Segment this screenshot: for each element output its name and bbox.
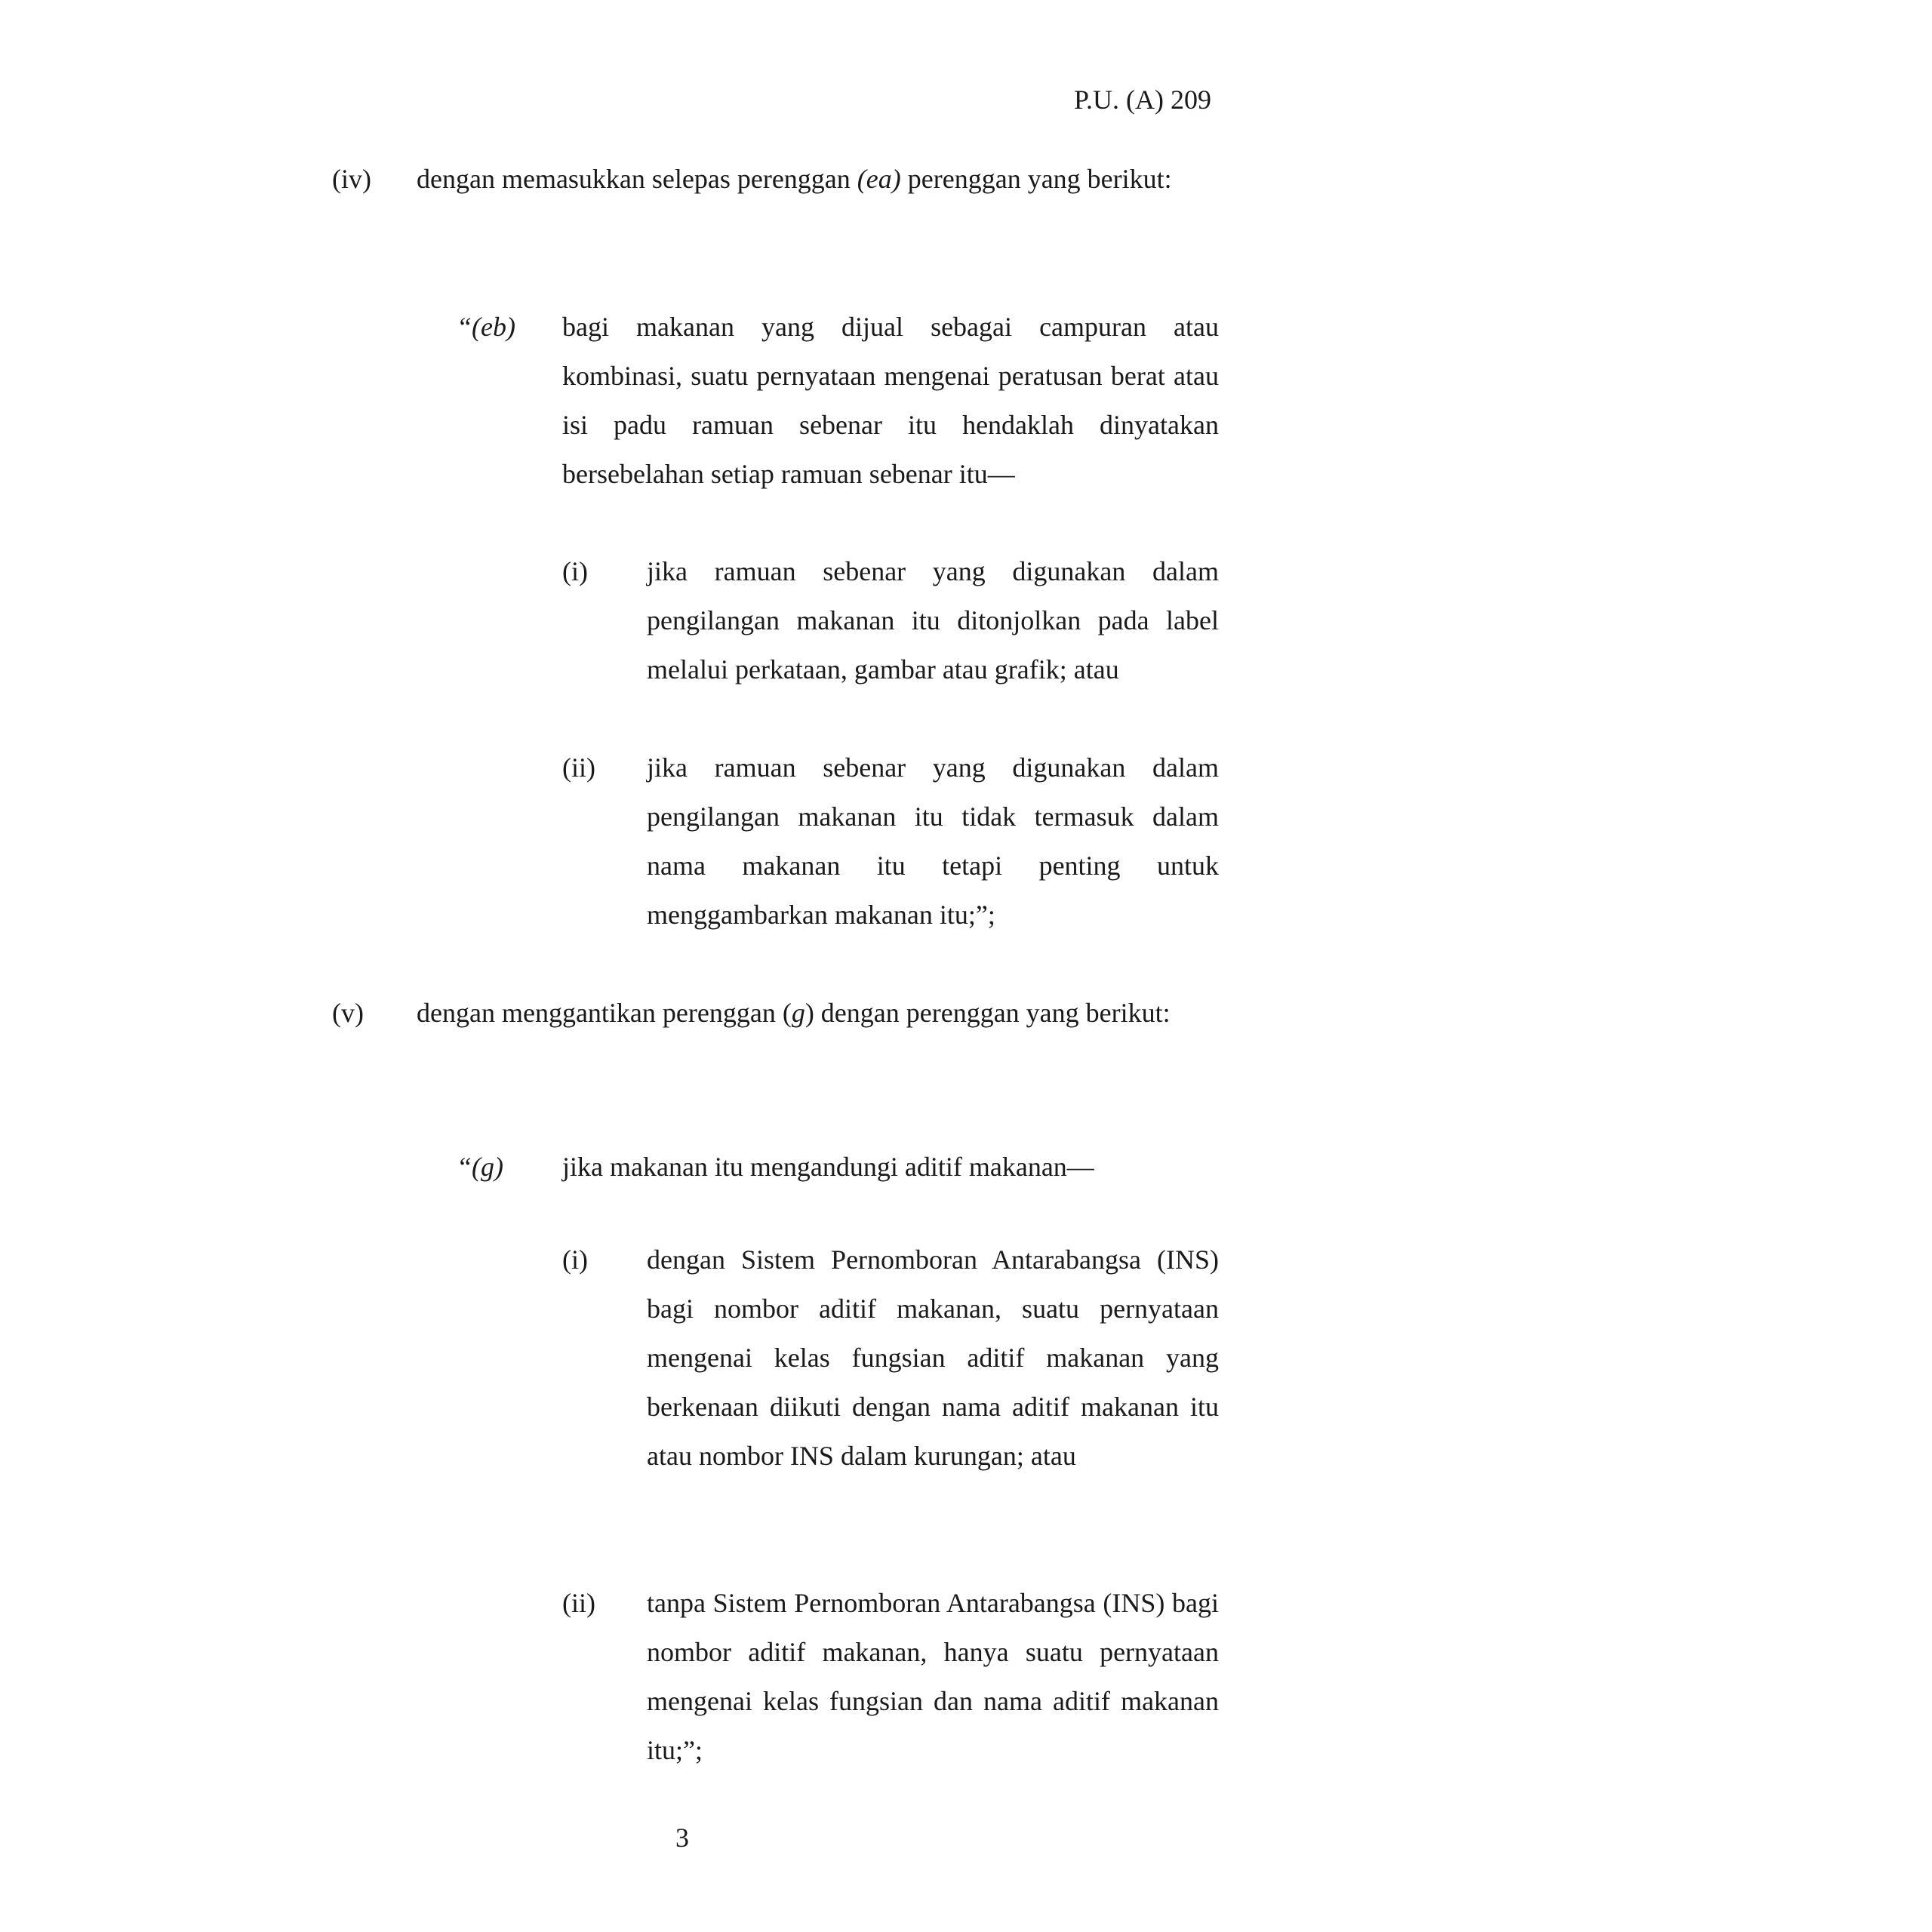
clause-v-text	[417, 989, 1215, 1038]
paragraph-eb-sub-ii-text: jika ramuan sebenar yang digunakan dalam pengilangan makanan itu tidak termasuk dalam nama makanan itu tetapi penting untuk menggambarkan makanan itu;”;	[647, 752, 1219, 930]
clause-v-label: (v)	[332, 998, 364, 1028]
page-number: 3	[675, 1823, 689, 1853]
paragraph-g-label: “(g)	[457, 1152, 503, 1182]
paragraph-g-sub-i-label: (i)	[562, 1244, 588, 1275]
clause-iv-text-after: perenggan yang berikut:	[900, 164, 1172, 194]
paragraph-g-sub-ii-text: tanpa Sistem Pernomboran Antarabangsa (INS) bagi nombor aditif makanan, hanya suatu pernyataan mengenai kelas fungsian dan nama aditif makanan itu;”;	[647, 1588, 1219, 1765]
clause-v-text-before: dengan menggantikan perenggan (	[417, 998, 792, 1028]
paragraph-g-sub-ii-label: (ii)	[562, 1588, 595, 1618]
clause-iv-text-before: dengan memasukkan selepas perenggan	[417, 164, 857, 194]
clause-iv-text	[417, 155, 1215, 204]
document-reference: P.U. (A) 209	[1073, 85, 1211, 115]
clause-iv-ref: (ea)	[857, 164, 901, 194]
paragraph-g-sub-i-text: dengan Sistem Pernomboran Antarabangsa (INS) bagi nombor aditif makanan, suatu pernyataan mengenai kelas fungsian aditif makanan yang berkenaan diikuti dengan nama aditif makanan itu atau nombor INS dalam kurungan; atau	[647, 1244, 1219, 1471]
paragraph-eb-sub-i-text: jika ramuan sebenar yang digunakan dalam pengilangan makanan itu ditonjolkan pada label melalui perkataan, gambar atau grafik; atau	[647, 556, 1219, 685]
paragraph-eb-label: “(eb)	[457, 312, 515, 342]
paragraph-eb-text: bagi makanan yang dijual sebagai campuran atau kombinasi, suatu pernyataan mengenai peratusan berat atau isi padu ramuan sebenar itu hendaklah dinyatakan bersebelahan setiap ramuan sebenar itu—	[562, 312, 1219, 489]
clause-iv-label: (iv)	[332, 164, 371, 194]
paragraph-eb-sub-i-label: (i)	[562, 556, 588, 586]
clause-v-ref: g	[791, 998, 805, 1028]
clause-v-text-after: ) dengan perenggan yang berikut:	[804, 998, 1171, 1028]
paragraph-g-text: jika makanan itu mengandungi aditif makanan—	[562, 1152, 1094, 1182]
paragraph-eb-sub-ii-label: (ii)	[562, 752, 595, 783]
